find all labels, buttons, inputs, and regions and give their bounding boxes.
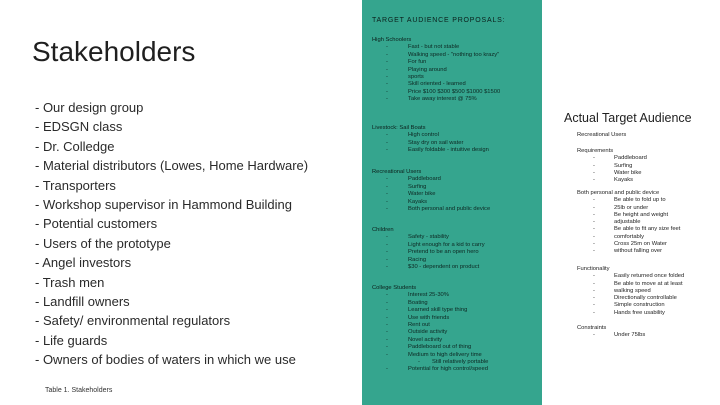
- list-item: - Kayaks: [577, 177, 647, 184]
- actual-target-audience-heading: Actual Target Audience: [564, 111, 692, 125]
- list-item: - Novel activity: [372, 337, 488, 344]
- list-item: - sports: [372, 74, 500, 81]
- section-college-students: [372, 285, 488, 374]
- list-item: - Cross 25m on Water: [577, 241, 680, 248]
- sub-list-item: - Still relatively portable: [372, 359, 488, 366]
- list-item: - without falling over: [577, 248, 680, 255]
- list-item: - Hands free usability: [577, 310, 684, 317]
- section-functionality: [577, 266, 684, 317]
- list-item: - Take away interest @ 75%: [372, 96, 500, 103]
- list-item: - Fast - but not stable: [372, 44, 500, 51]
- list-item: - Owners of bodies of waters in which we use: [35, 352, 296, 368]
- list-item: - Be able to fold up to: [577, 197, 680, 204]
- list-item: - Users of the prototype: [35, 235, 171, 251]
- section-recreational-users: [372, 169, 490, 213]
- section-heading: College Students: [372, 285, 417, 291]
- list-item: - Medium to high delivery time: [372, 352, 488, 359]
- section-heading: Requirements: [577, 148, 614, 154]
- list-item: - Skill oriented - learned: [372, 81, 500, 88]
- list-item: - 25lb or under: [577, 205, 680, 212]
- list-item: - Transporters: [35, 177, 116, 193]
- list-item: - Paddleboard: [372, 176, 490, 183]
- list-item: - Walking speed - "nothing too krazy": [372, 52, 500, 59]
- list-item: - Dr. Colledge: [35, 138, 115, 154]
- list-item: - Life guards: [35, 332, 108, 348]
- list-item: - Easily foldable - intuitive design: [372, 147, 489, 154]
- list-item: - Our design group: [35, 100, 144, 115]
- proposals-heading: TARGET AUDIENCE PROPOSALS:: [372, 17, 506, 24]
- list-item: - Outside activity: [372, 329, 488, 336]
- section-recreational-users: [577, 132, 626, 139]
- list-item: - For fun: [372, 59, 500, 66]
- list-item: - Price $100 $300 $500 $1000 $1500: [372, 89, 500, 96]
- list-item: - Be able to move at at least: [577, 281, 684, 288]
- section-high-schoolers: [372, 37, 500, 104]
- list-item: - Trash men: [35, 274, 105, 290]
- list-item: - comfortably: [577, 234, 680, 241]
- list-item: - Light enough for a kid to carry: [372, 242, 485, 249]
- section-heading: Constraints: [577, 325, 607, 331]
- stakeholders-list: [35, 98, 308, 370]
- list-item: - Pretend to be an open hero: [372, 249, 485, 256]
- list-item: - Playing around: [372, 67, 500, 74]
- list-item: - Racing: [372, 257, 485, 264]
- section-heading: Recreational Users: [577, 132, 627, 138]
- section-children: [372, 227, 485, 271]
- list-item: - Simple construction: [577, 302, 684, 309]
- list-item: - Both personal and public device: [372, 206, 490, 213]
- section-heading: Functionality: [577, 266, 610, 272]
- section-requirements: [577, 148, 647, 184]
- list-item: - Stay dry on sail water: [372, 140, 489, 147]
- actual-target-audience-panel: [542, 0, 720, 405]
- table-caption: Table 1. Stakeholders: [45, 387, 113, 394]
- list-item: - Be height and weight: [577, 212, 680, 219]
- list-item: - adjustable: [577, 219, 680, 226]
- list-item: - Workshop supervisor in Hammond Building: [35, 197, 292, 213]
- section-heading: Livestock: Sail Boats: [372, 125, 426, 131]
- target-audience-proposals-panel: [362, 0, 542, 405]
- list-item: - Use with friends: [372, 315, 488, 322]
- list-item: - Material distributors (Lowes, Home Hardware): [35, 158, 309, 174]
- list-item: - Landfill owners: [35, 294, 130, 310]
- list-item: - Water bike: [577, 170, 647, 177]
- list-item: - Water bike: [372, 191, 490, 198]
- list-item: - Easily returned once folded: [577, 273, 684, 280]
- list-item: - Safety - stability: [372, 234, 485, 241]
- list-item: - Interest 25-30%: [372, 292, 488, 299]
- section-livestock: [372, 125, 489, 155]
- section-heading: Recreational Users: [372, 169, 422, 175]
- list-item: - Learned skill type thing: [372, 307, 488, 314]
- list-item: - Directionally controllable: [577, 295, 684, 302]
- list-item: - Safety/ environmental regulators: [35, 313, 231, 329]
- section-constraints: [577, 325, 645, 340]
- list-item: - Rent out: [372, 322, 488, 329]
- list-item: - Potential customers: [35, 216, 158, 232]
- list-item: - Paddleboard out of thing: [372, 344, 488, 351]
- list-item: - Angel investors: [35, 255, 132, 271]
- list-item: - Surfing: [577, 163, 647, 170]
- list-item: - Be able to fit any size feet: [577, 226, 680, 233]
- slide-title: Stakeholders: [32, 36, 196, 67]
- list-item: - Surfing: [372, 184, 490, 191]
- section-heading: Children: [372, 227, 394, 233]
- list-item: - Kayaks: [372, 199, 490, 206]
- list-item: - Under 75lbs: [577, 332, 645, 339]
- section-heading: High Schoolers: [372, 37, 412, 43]
- list-item: - walking speed: [577, 288, 684, 295]
- list-item: - $30 - dependent on product: [372, 264, 485, 271]
- list-item: - EDSGN class: [35, 119, 123, 135]
- list-item: - Boating: [372, 300, 488, 307]
- section-heading: Both personal and public device: [577, 190, 660, 196]
- list-item: - Paddleboard: [577, 155, 647, 162]
- section-personal-public-device: [577, 190, 680, 256]
- list-item: - Potential for high control/speed: [372, 366, 488, 373]
- list-item: - High control: [372, 132, 489, 139]
